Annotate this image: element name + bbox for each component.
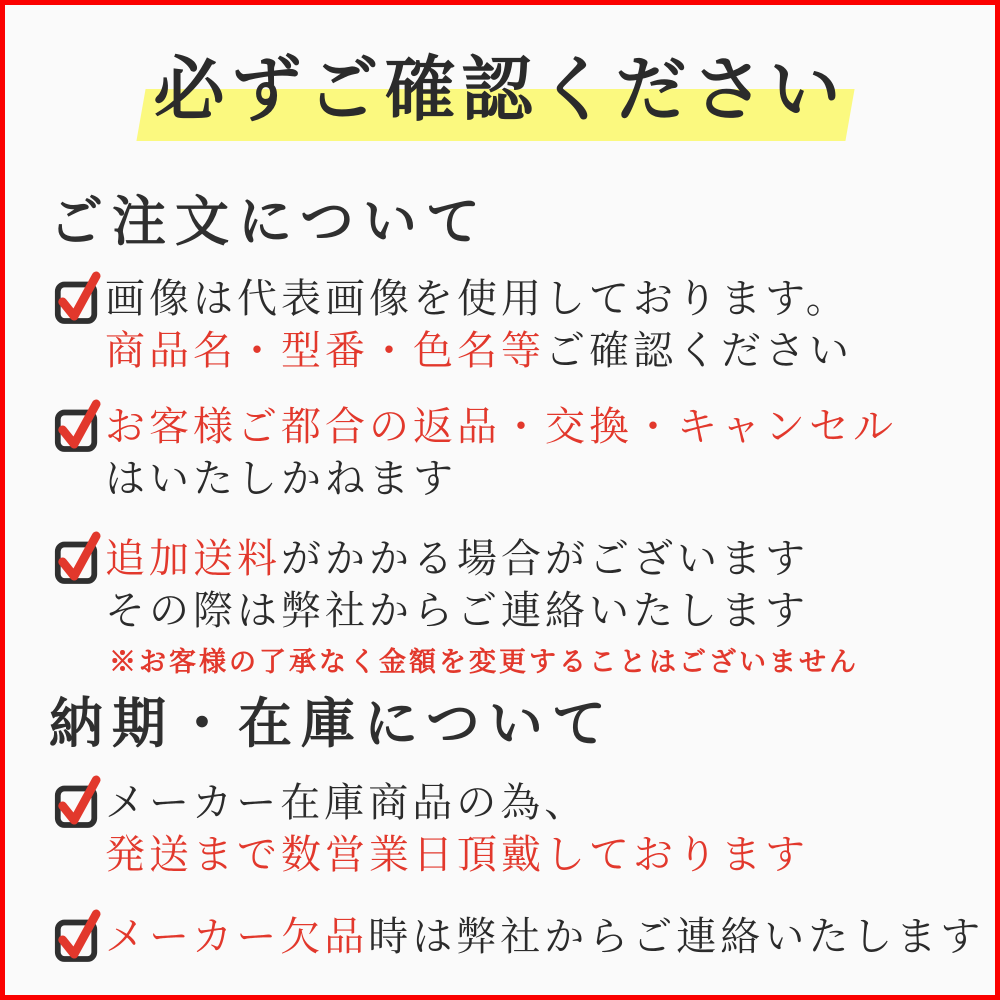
item-line	[105, 325, 853, 377]
checkbox-checked-icon	[53, 529, 101, 585]
notice-item	[49, 273, 957, 377]
item-text-segment: 画像は代表画像を使用しております。	[105, 276, 850, 321]
item-text-segment: その際は弊社からご連絡いたします	[105, 588, 809, 633]
section-heading-stock: 納期・在庫について	[49, 694, 615, 754]
item-line	[105, 777, 809, 829]
notice-item	[49, 401, 957, 505]
item-line	[105, 401, 897, 453]
checkbox-checked-icon	[53, 269, 101, 325]
item-text-segment: 追加送料	[105, 536, 281, 581]
checkbox-checked-icon	[53, 907, 101, 963]
item-text	[105, 401, 897, 505]
item-note-text: ※お客様の了承なく金額を変更することはございません	[109, 647, 859, 677]
checkbox-checked-icon	[53, 773, 101, 829]
item-line	[105, 585, 859, 637]
item-line	[105, 453, 897, 505]
section-heading-order: ご注文について	[49, 192, 489, 252]
item-text-segment: お客様ご都合の返品・交換・キャンセル	[105, 404, 897, 449]
item-text-segment: メーカー欠品	[105, 914, 369, 959]
item-text-segment: 商品名・型番・色名等	[105, 328, 545, 373]
item-text	[105, 533, 859, 679]
notice-item	[49, 911, 985, 963]
notice-item	[49, 533, 957, 679]
item-text	[105, 777, 809, 881]
title-area	[5, 41, 995, 149]
item-text	[105, 273, 853, 377]
item-text-segment: がかかる場合がございます	[281, 536, 809, 581]
page-title-text: 必ずご確認ください	[153, 52, 847, 130]
item-line	[105, 829, 809, 881]
item-line	[105, 911, 984, 963]
item-line	[105, 273, 853, 325]
item-text-segment: はいたしかねます	[105, 456, 457, 501]
item-text-segment: ご確認ください	[545, 328, 853, 373]
item-text-segment: メーカー在庫商品の為、	[105, 780, 589, 825]
notice-item	[49, 777, 957, 881]
page-title	[153, 41, 846, 141]
item-text-segment: 時は弊社からご連絡いたします	[368, 914, 985, 959]
item-line	[105, 533, 859, 585]
item-text-segment: 発送まで数営業日頂戴しております	[105, 832, 809, 877]
checkbox-checked-icon	[53, 397, 101, 453]
item-text	[105, 911, 984, 963]
notice-content	[5, 193, 995, 963]
